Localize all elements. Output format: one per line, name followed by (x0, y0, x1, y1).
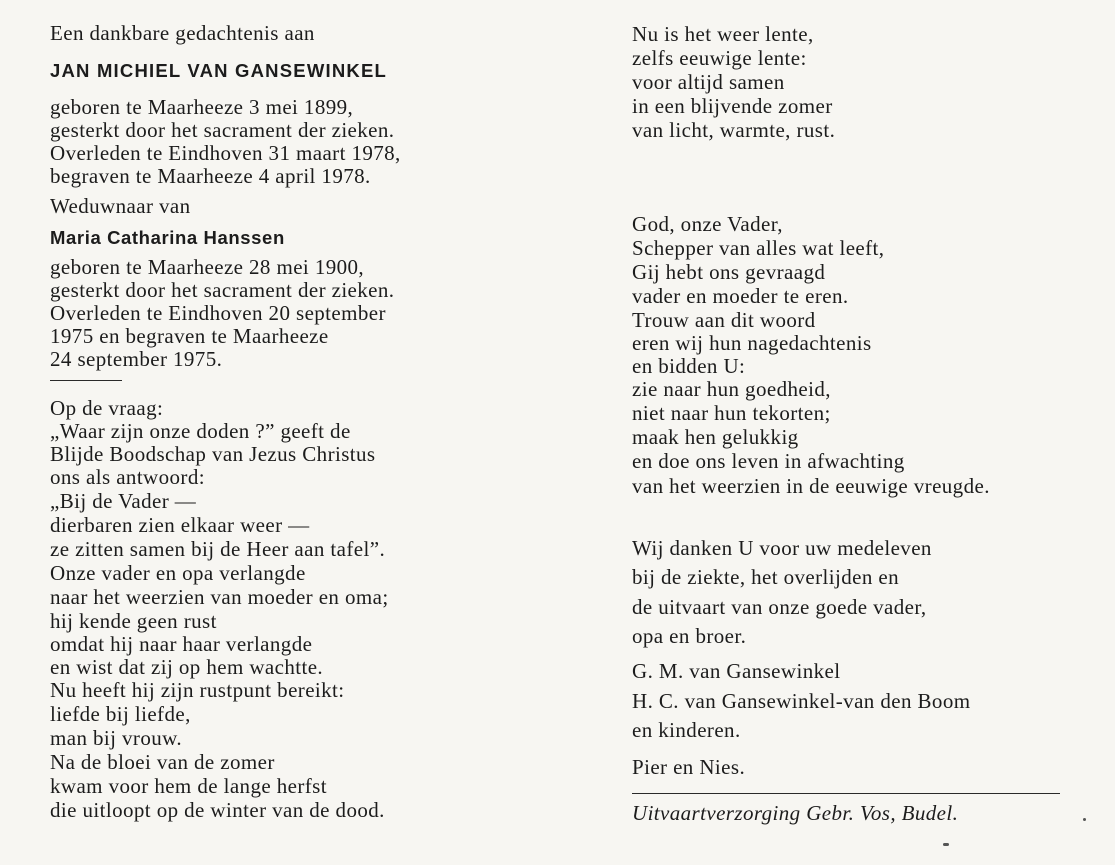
prayer-line: God, onze Vader, (632, 212, 783, 236)
prayer-line: niet naar hun tekorten; (632, 401, 831, 425)
prayer-line: zie naar hun goedheid, (632, 377, 831, 401)
spouse-detail: 1975 en begraven te Maarheeze (50, 324, 329, 348)
deceased-detail: begraven te Maarheeze 4 april 1978. (50, 164, 371, 188)
intro-text: Een dankbare gedachtenis aan (50, 21, 315, 45)
reflection-line: man bij vrouw. (50, 726, 182, 750)
poem-line: in een blijvende zomer (632, 94, 833, 118)
reflection-line: Na de bloei van de zomer (50, 750, 275, 774)
reflection-line: omdat hij naar haar verlangde (50, 632, 313, 656)
spouse-detail: 24 september 1975. (50, 347, 223, 371)
reflection-line: ons als antwoord: (50, 465, 205, 489)
thanks-line: bij de ziekte, het overlijden en (632, 565, 900, 589)
spouse-detail: geboren te Maarheeze 28 mei 1900, (50, 255, 365, 279)
thanks-line: opa en broer. (632, 624, 747, 648)
signatory: G. M. van Gansewinkel (632, 659, 841, 683)
thanks-line: de uitvaart van onze goede vader, (632, 595, 927, 619)
prayer-line: van het weerzien in de eeuwige vreugde. (632, 474, 990, 498)
spouse-name: Maria Catharina Hanssen (50, 227, 285, 248)
spouse-detail: Overleden te Eindhoven 20 september (50, 301, 386, 325)
deceased-detail: Overleden te Eindhoven 31 maart 1978, (50, 141, 401, 165)
signatory: en kinderen. (632, 718, 741, 742)
scan-speck (1083, 818, 1086, 821)
funeral-director: Uitvaartverzorging Gebr. Vos, Budel. (632, 801, 959, 825)
prayer-line: maak hen gelukkig (632, 425, 799, 449)
reflection-line: „Waar zijn onze doden ?” geeft de (50, 419, 351, 443)
reflection-line: Op de vraag: (50, 396, 164, 420)
reflection-line: naar het weerzien van moeder en oma; (50, 585, 389, 609)
signatory: Pier en Nies. (632, 755, 746, 779)
reflection-line: ze zitten samen bij de Heer aan tafel”. (50, 537, 386, 561)
signatory: H. C. van Gansewinkel-van den Boom (632, 689, 971, 713)
poem-line: Nu is het weer lente, (632, 22, 814, 46)
thanks-line: Wij danken U voor uw medeleven (632, 536, 932, 560)
prayer-line: en doe ons leven in afwachting (632, 449, 905, 473)
deceased-name: JAN MICHIEL VAN GANSEWINKEL (50, 60, 387, 81)
reflection-line: Blijde Boodschap van Jezus Christus (50, 442, 376, 466)
prayer-line: vader en moeder te eren. (632, 284, 849, 308)
deceased-detail: geboren te Maarheeze 3 mei 1899, (50, 95, 354, 119)
widower-label: Weduwnaar van (50, 194, 191, 218)
scan-speck (943, 843, 949, 846)
poem-line: zelfs eeuwige lente: (632, 46, 807, 70)
reflection-line: kwam voor hem de lange herfst (50, 774, 327, 798)
footer-divider (632, 793, 1060, 794)
poem-line: van licht, warmte, rust. (632, 118, 836, 142)
poem-line: voor altijd samen (632, 70, 785, 94)
reflection-line: die uitloopt op de winter van de dood. (50, 798, 385, 822)
reflection-line: „Bij de Vader — (50, 489, 197, 513)
reflection-line: liefde bij liefde, (50, 702, 191, 726)
short-divider (50, 380, 122, 381)
reflection-line: Nu heeft hij zijn rustpunt bereikt: (50, 678, 345, 702)
reflection-line: en wist dat zij op hem wachtte. (50, 655, 324, 679)
prayer-line: Trouw aan dit woord (632, 308, 816, 332)
prayer-line: Schepper van alles wat leeft, (632, 236, 885, 260)
prayer-line: Gij hebt ons gevraagd (632, 260, 826, 284)
spouse-detail: gesterkt door het sacrament der zieken. (50, 278, 395, 302)
reflection-line: Onze vader en opa verlangde (50, 561, 306, 585)
reflection-line: hij kende geen rust (50, 609, 217, 633)
deceased-detail: gesterkt door het sacrament der zieken. (50, 118, 395, 142)
prayer-line: en bidden U: (632, 354, 746, 378)
prayer-line: eren wij hun nagedachtenis (632, 331, 872, 355)
reflection-line: dierbaren zien elkaar weer — (50, 513, 310, 537)
